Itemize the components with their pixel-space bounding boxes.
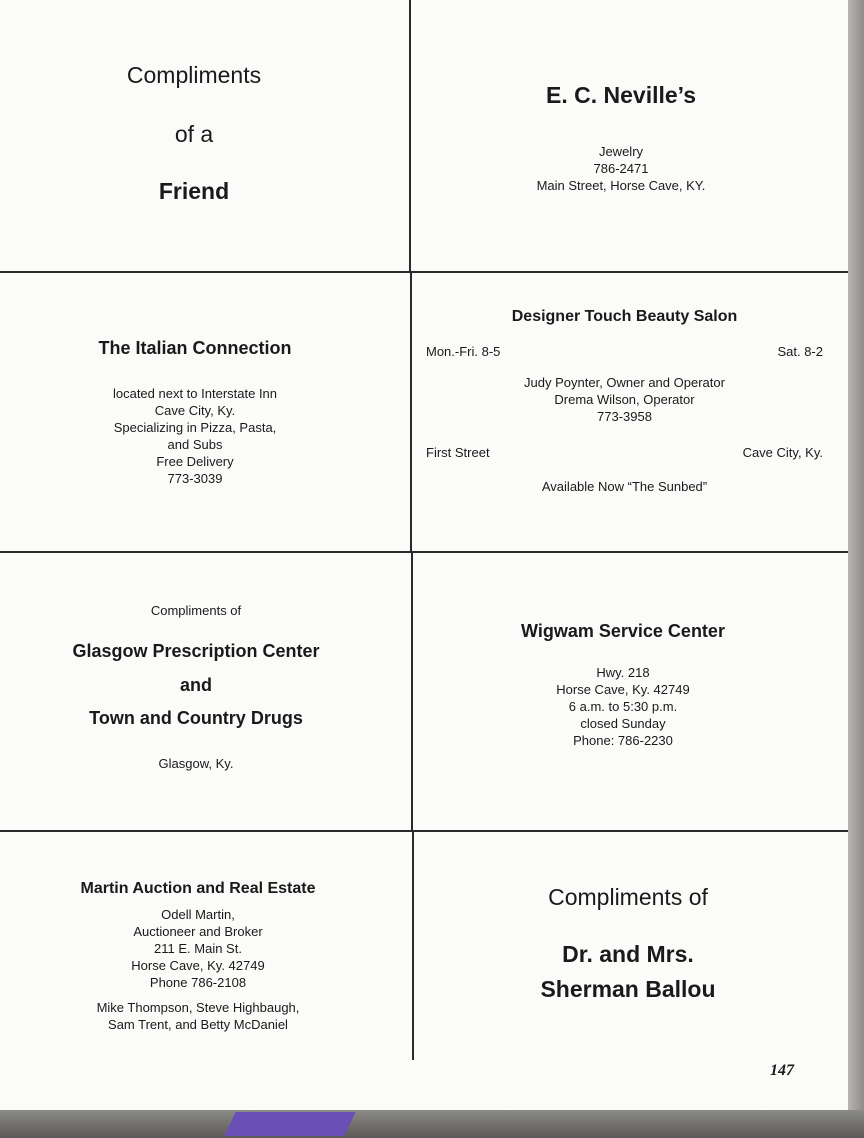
grid-divider-horizontal xyxy=(0,271,848,273)
book-edge-accent xyxy=(224,1112,355,1136)
glasgow-and: and xyxy=(179,675,212,695)
glasgow-name1: Glasgow Prescription Center xyxy=(72,641,320,661)
friend-line2: of a xyxy=(174,121,214,147)
salon-line: Judy Poynter, Owner and Operator xyxy=(524,375,725,390)
italian-line: Specializing in Pizza, Pasta, xyxy=(113,420,277,435)
glasgow-city: Glasgow, Ky. xyxy=(158,756,234,771)
italian-line: and Subs xyxy=(167,437,223,452)
italian-details xyxy=(113,385,277,487)
martin-line: Auctioneer and Broker xyxy=(133,924,263,939)
italian-line: Cave City, Ky. xyxy=(154,403,236,418)
italian-line: 773-3039 xyxy=(167,471,223,486)
martin-line: Horse Cave, Ky. 42749 xyxy=(131,958,265,973)
ballou-name1: Dr. and Mrs. xyxy=(562,941,694,967)
ballou-intro: Compliments of xyxy=(548,884,708,910)
wigwam-line: closed Sunday xyxy=(580,716,666,731)
martin-line: Odell Martin, xyxy=(161,907,235,922)
ad-italian xyxy=(0,338,390,487)
salon-name: Designer Touch Beauty Salon xyxy=(511,308,738,325)
book-bottom-edge xyxy=(0,1110,864,1138)
ad-martin xyxy=(0,880,396,1033)
martin-line: Phone 786-2108 xyxy=(149,975,247,990)
italian-name: The Italian Connection xyxy=(98,338,292,358)
salon-line: Drema Wilson, Operator xyxy=(554,392,695,407)
glasgow-intro: Compliments of xyxy=(150,603,242,618)
ad-glasgow xyxy=(0,602,392,772)
salon-city: Cave City, Ky. xyxy=(742,445,823,460)
neville-line: 786-2471 xyxy=(593,161,649,176)
salon-address xyxy=(426,445,823,460)
wigwam-line: Horse Cave, Ky. 42749 xyxy=(556,682,690,697)
salon-hours xyxy=(426,344,823,359)
page-number: 147 xyxy=(770,1062,794,1079)
salon-hours-saturday: Sat. 8-2 xyxy=(777,344,823,359)
wigwam-line: Phone: 786-2230 xyxy=(573,733,673,748)
grid-divider-horizontal xyxy=(0,551,848,553)
martin-line: 211 E. Main St. xyxy=(154,941,242,956)
ad-neville xyxy=(411,82,831,194)
italian-line: Free Delivery xyxy=(156,454,234,469)
ad-ballou xyxy=(412,884,844,1003)
martin-staff-line: Mike Thompson, Steve Highbaugh, xyxy=(96,1000,300,1015)
salon-hours-weekday: Mon.-Fri. 8-5 xyxy=(426,344,501,359)
martin-details xyxy=(131,906,264,991)
neville-details xyxy=(537,143,706,194)
ad-wigwam xyxy=(412,621,834,749)
ad-friend xyxy=(0,62,388,205)
grid-divider-horizontal xyxy=(0,830,848,832)
martin-staff xyxy=(97,999,300,1033)
wigwam-details xyxy=(556,664,689,749)
salon-line: 773-3958 xyxy=(597,409,652,424)
martin-staff-line: Sam Trent, and Betty McDaniel xyxy=(108,1017,288,1032)
friend-line3: Friend xyxy=(158,178,230,204)
salon-street: First Street xyxy=(426,445,490,460)
neville-name: E. C. Neville’s xyxy=(546,82,696,108)
wigwam-name: Wigwam Service Center xyxy=(521,621,725,641)
friend-line1: Compliments xyxy=(126,62,262,88)
ad-salon xyxy=(426,308,823,495)
salon-footer: Available Now “The Sunbed” xyxy=(541,479,708,494)
wigwam-line: 6 a.m. to 5:30 p.m. xyxy=(568,699,678,714)
martin-name: Martin Auction and Real Estate xyxy=(80,880,316,897)
salon-details xyxy=(524,374,725,425)
wigwam-line: Hwy. 218 xyxy=(596,665,650,680)
ballou-name2: Sherman Ballou xyxy=(540,976,716,1002)
book-spine-edge xyxy=(848,0,864,1138)
grid-divider-vertical xyxy=(410,272,412,552)
glasgow-name2: Town and Country Drugs xyxy=(89,708,303,728)
italian-line: located next to Interstate Inn xyxy=(112,386,278,401)
neville-line: Main Street, Horse Cave, KY. xyxy=(536,178,706,193)
neville-line: Jewelry xyxy=(598,144,644,159)
